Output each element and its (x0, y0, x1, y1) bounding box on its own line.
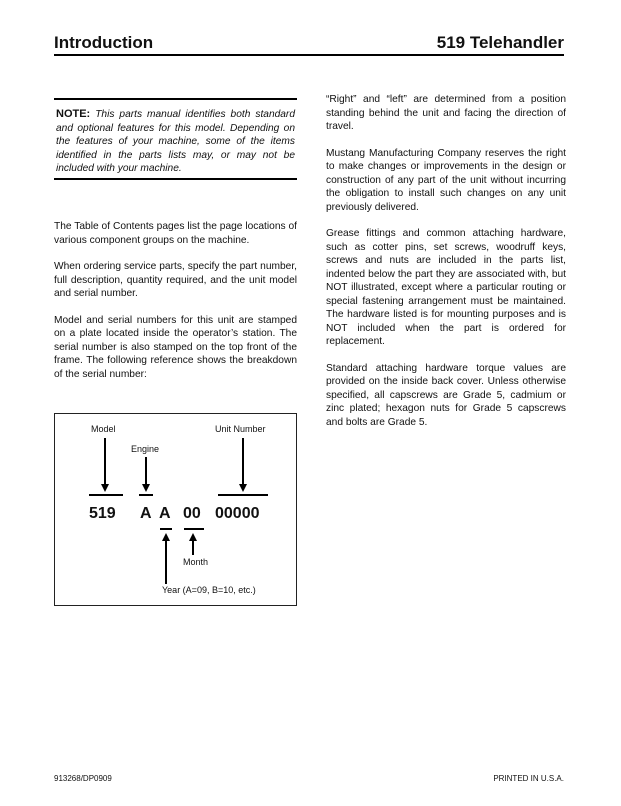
torque-paragraph: Standard attaching hardware torque values are provided on the inside back cover. Unless otherwise specified, all capscrews are Grade 5, cadmium or zinc plated; hexagon nuts for Grade 5 capscrews and bolts are Grade 5. (326, 362, 566, 428)
engine-pointer-line (145, 457, 147, 485)
document-number: 913268/DP0909 (54, 774, 112, 783)
engine-label: Engine (131, 444, 160, 454)
note-label: NOTE: (56, 108, 91, 120)
engine-underline (139, 494, 153, 496)
month-value: 00 (183, 505, 201, 522)
month-label: Month (183, 557, 209, 567)
year-label: Year (A=09, B=10, etc.) (162, 585, 256, 595)
serial-number-diagram (54, 413, 297, 606)
year-value: A (159, 505, 171, 522)
hardware-paragraph: Grease fittings and common attaching hardware, such as cotter pins, set screws, woodruff keys, screws and nuts are included in the parts list, indented below the part they are associated with, but NOT illustrated, except where a particular routing or special fastening arrangement must be maintained. The hardware listed is for mounting purposes and is NOT included when the part is ordered for replacement. (326, 228, 566, 347)
unit-number-value: 00000 (215, 505, 260, 522)
note-box (54, 98, 297, 180)
unit-number-label: Unit Number (215, 424, 266, 434)
toc-paragraph: The Table of Contents pages list the page locations of various component groups on the machine. (54, 221, 297, 246)
model-underline (89, 494, 123, 496)
left-column (54, 220, 297, 394)
month-underline (184, 528, 204, 530)
engine-arrow-icon (142, 484, 150, 492)
note-text: This parts manual identifies both standard and optional features for this model. Depending on the features of your machine, some of the items identified in the parts lists may, or may not be included with your machine. (56, 109, 295, 174)
unit-number-arrow-icon (239, 484, 247, 492)
note-paragraph (56, 108, 295, 176)
year-underline (160, 528, 172, 530)
model-pointer-line (104, 438, 106, 485)
model-value: 519 (89, 505, 116, 522)
header-divider (54, 54, 564, 56)
ordering-paragraph: When ordering service parts, specify the part number, full description, quantity required, and the unit model and serial number. (54, 261, 297, 299)
model-label: Model (91, 424, 116, 434)
right-column (326, 93, 566, 442)
printed-in: PRINTED IN U.S.A. (493, 774, 564, 783)
right-left-paragraph: “Right” and “left” are determined from a position standing behind the unit and facing the direction of travel. (326, 94, 566, 132)
changes-paragraph: Mustang Manufacturing Company reserves the right to make changes or improvements in the design or construction of any part of the unit without incurring the obligation to install such changes on any unit previously delivered. (326, 147, 566, 213)
unit-number-pointer-line (242, 438, 244, 485)
model-title: 519 Telehandler (436, 33, 564, 52)
year-pointer-line (165, 540, 167, 584)
month-pointer-line (192, 540, 194, 555)
serial-paragraph: Model and serial numbers for this unit are stamped on a plate located inside the operator’s station. The serial number is also stamped on the top front of the frame. The following reference shows the breakdown of the serial number: (54, 314, 297, 380)
section-title: Introduction (54, 33, 154, 52)
engine-value: A (140, 505, 152, 522)
unit-number-underline (218, 494, 268, 496)
model-arrow-icon (101, 484, 109, 492)
